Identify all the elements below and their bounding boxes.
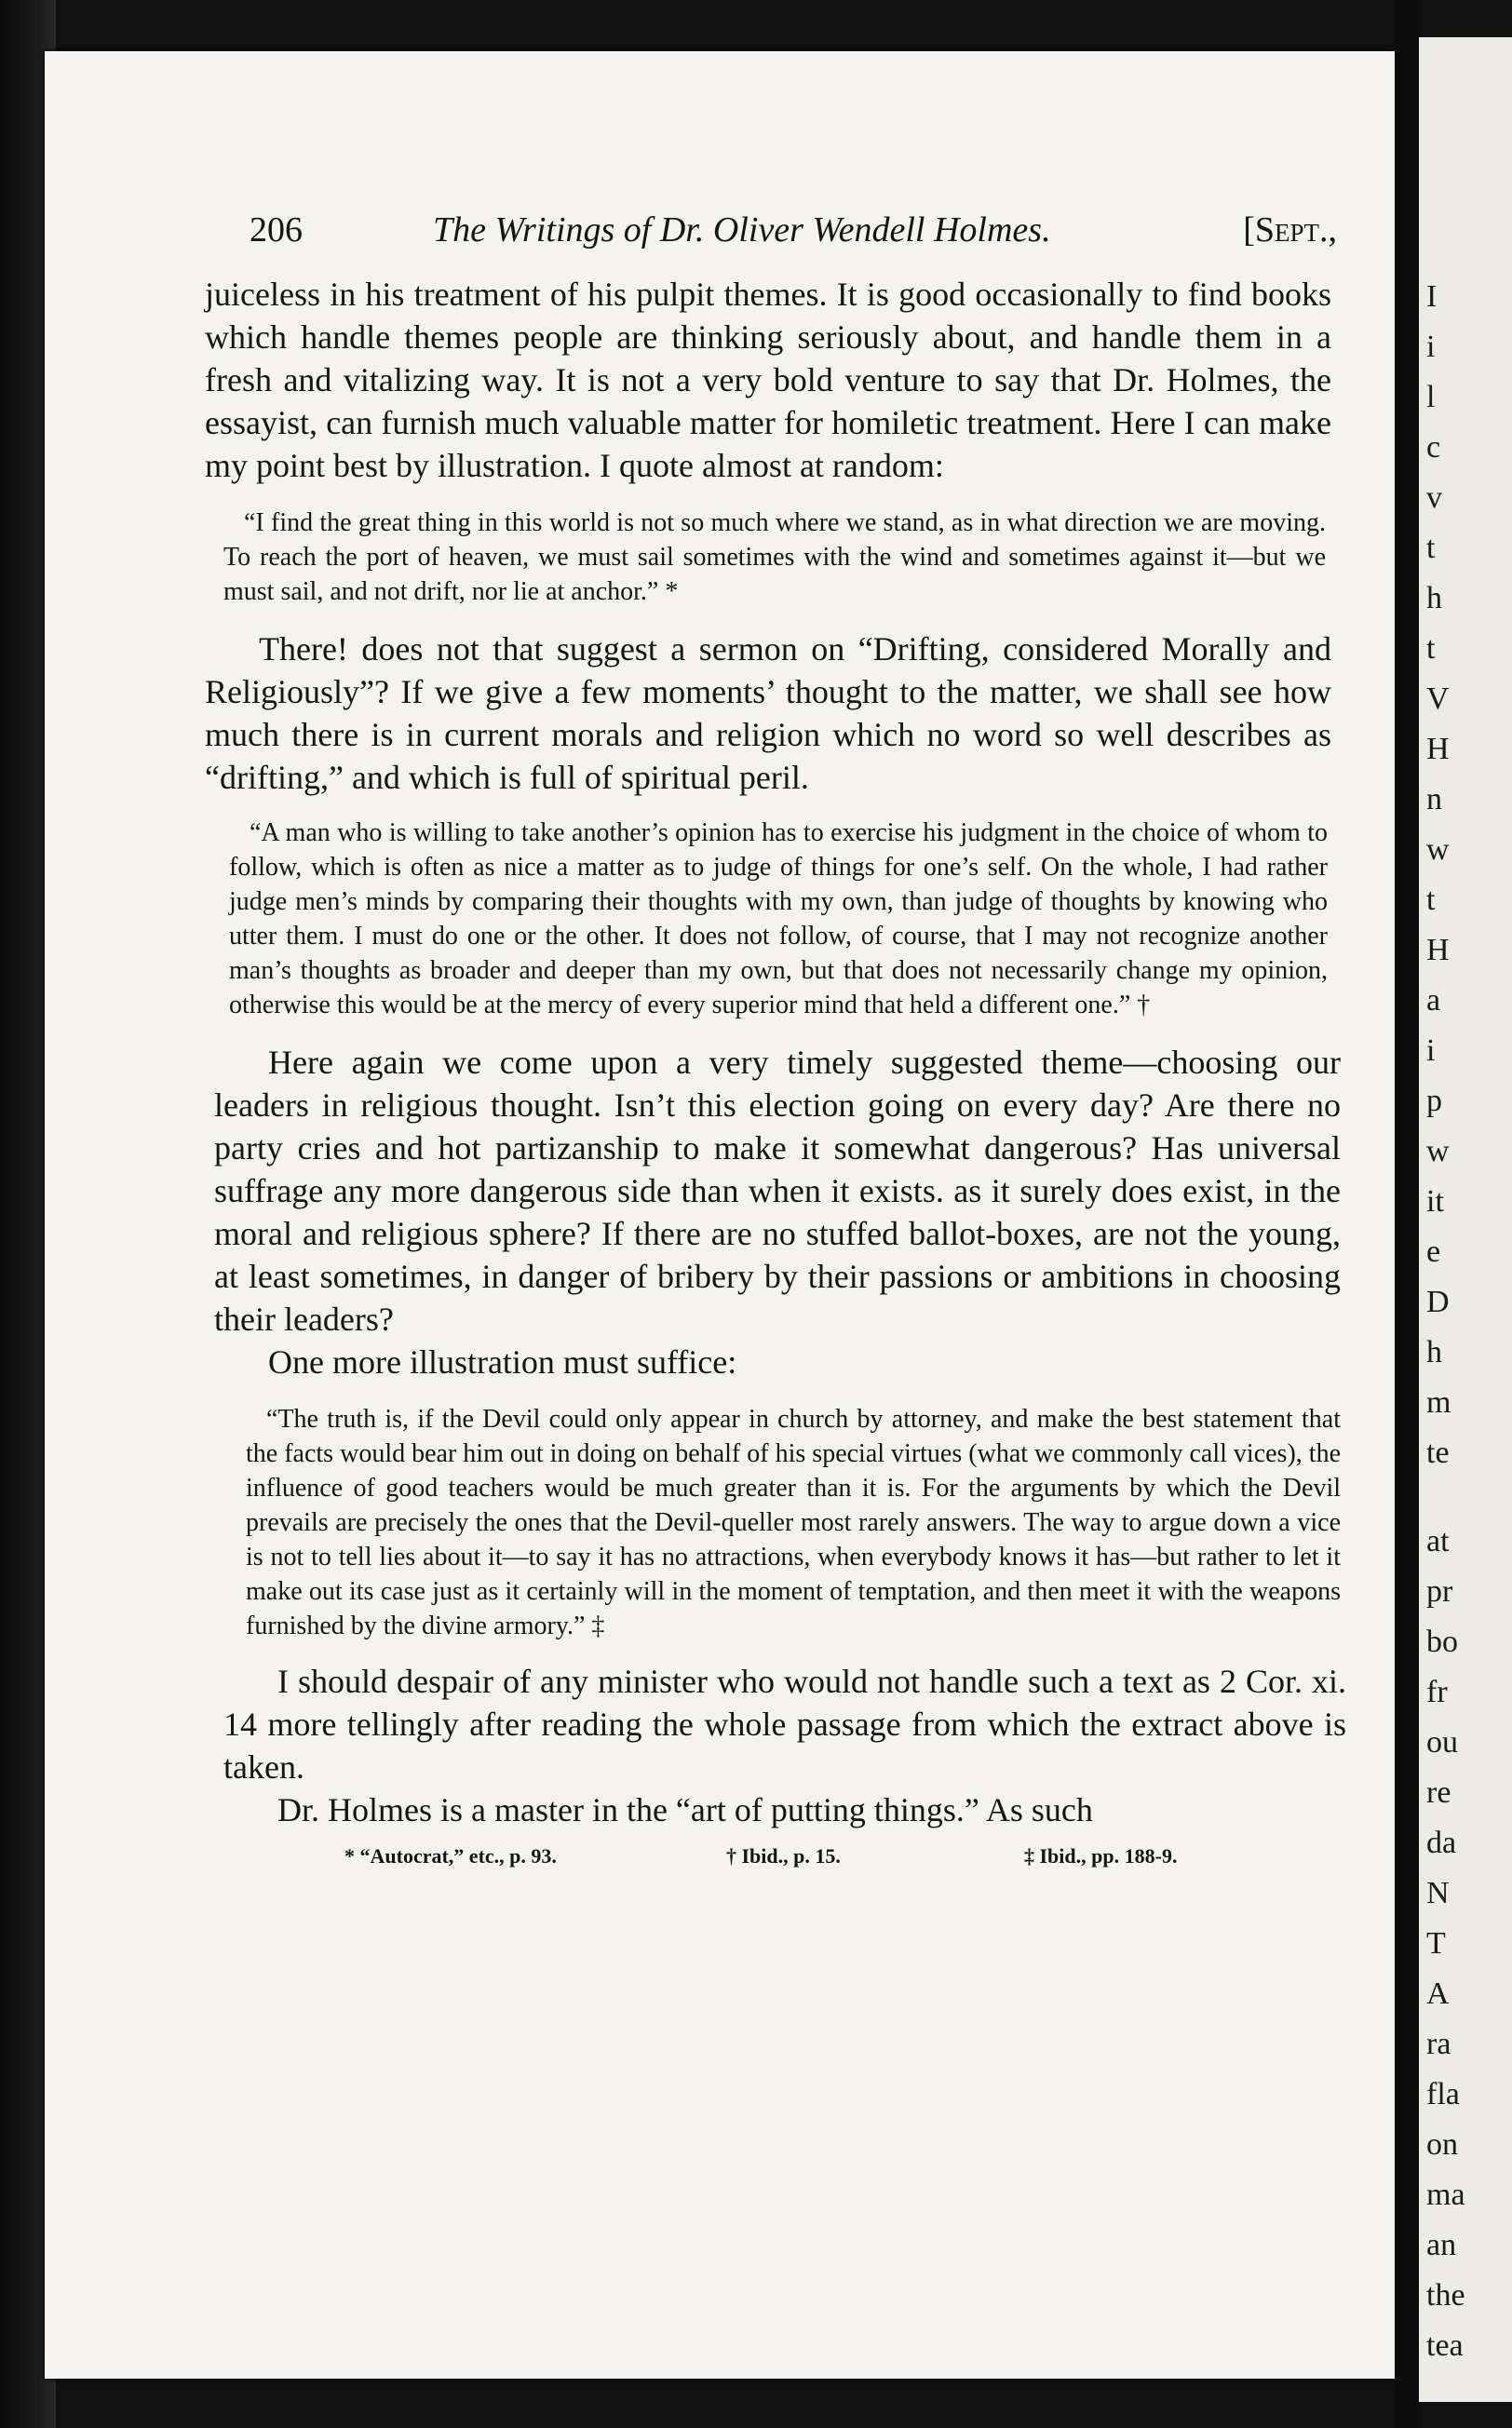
adjacent-page-fragment: tea (1426, 2328, 1464, 2363)
adjacent-page-fragment: w (1426, 832, 1450, 867)
adjacent-page-fragment: D (1426, 1285, 1450, 1319)
running-title: The Writings of Dr. Oliver Wendell Holmes. (433, 210, 1051, 250)
adjacent-page-fragment: i (1426, 1033, 1436, 1068)
adjacent-page-fragment: p (1426, 1084, 1442, 1118)
footnotes (205, 1844, 1331, 1882)
adjacent-page-fragment: T (1426, 1926, 1446, 1961)
adjacent-page-fragment: the (1426, 2278, 1465, 2313)
adjacent-page-fragment: h (1426, 581, 1442, 615)
adjacent-page-fragment: at (1426, 1524, 1450, 1558)
footnote: ‡ Ibid., pp. 188-9. (1024, 1844, 1178, 1868)
paragraph: Here again we come upon a very timely suggested theme—choosing our leaders in religious thought. Isn’t this election going on every day? Are there no party cries and hot partizanship to make it somewhat dangerous? Has universal suffrage any more dangerous side than when it exists. as it surely does exist, in the moral and religious sphere? If there are no stuffed ballot-boxes, are not the young, at least sometimes, in danger of bribery by their passions or ambitions in choosing their leaders? (214, 1044, 1341, 1338)
footnote: † Ibid., p. 15. (726, 1844, 841, 1868)
running-head (205, 209, 1337, 265)
paragraph: Dr. Holmes is a master in the “art of putting things.” As such (277, 1791, 1093, 1828)
block-quote: “The truth is, if the Devil could only appear in church by attorney, and make the best statement that the facts would bear him out in doing on behalf of his special virtues (what we commonly call vices), the influence of good teachers would be much greater than it is. For the arguments by which the Devil prevails are precisely the ones that the Devil-queller most rarely answers. The way to argue down a vice is not to tell lies about it—to say it has no attractions, when everybody knows it has—but rather to let it make out its case just as it certainly will in the moment of temptation, and then meet it with the weapons furnished by the divine armory.” ‡ (246, 1405, 1341, 1640)
book-page (45, 51, 1395, 2379)
adjacent-page-fragment: w (1426, 1134, 1450, 1168)
adjacent-page-fragment: m (1426, 1385, 1451, 1420)
adjacent-page-fragment: N (1426, 1876, 1450, 1910)
adjacent-page-fragment: V (1426, 681, 1450, 716)
adjacent-page-fragment: ou (1426, 1725, 1458, 1760)
paragraph: I should despair of any minister who would not handle such a text as 2 Cor. xi. 14 more tellingly after reading the whole passage from which the extract above is taken. (223, 1663, 1346, 1786)
adjacent-page-fragment: te (1426, 1436, 1450, 1470)
adjacent-page-fragment: pr (1426, 1574, 1453, 1609)
adjacent-page-fragment: ra (1426, 2027, 1451, 2061)
adjacent-page-fragment: ma (1426, 2178, 1465, 2212)
adjacent-page-fragment: an (1426, 2228, 1457, 2262)
adjacent-page-fragment: I (1426, 279, 1438, 314)
adjacent-page-fragment: fr (1426, 1675, 1448, 1709)
adjacent-page-fragment: h (1426, 1335, 1442, 1369)
adjacent-page-fragment: on (1426, 2127, 1458, 2162)
adjacent-page-fragment: v (1426, 480, 1442, 515)
adjacent-page-fragment: a (1426, 983, 1441, 1018)
book-gutter (1395, 0, 1419, 2428)
adjacent-page-fragment: n (1426, 782, 1442, 816)
adjacent-page-fragment: A (1426, 1976, 1450, 2011)
block-quote: “I find the great thing in this world is not so much where we stand, as in what direction we are moving. To reach the port of heaven, we must sail sometimes with the wind and sometimes against it—but we must sail, and not drift, nor lie at anchor.” * (223, 508, 1326, 606)
adjacent-page-fragment: c (1426, 430, 1441, 465)
adjacent-page-fragment: i (1426, 330, 1436, 364)
page-content (205, 209, 1346, 1882)
page-number: 206 (250, 210, 303, 250)
paragraph: juiceless in his treatment of his pulpit themes. It is good occasionally to find books which handle themes people are thinking seriously about, and handle them in a fresh and vitalizing way. It is not a very bold venture to say that Dr. Holmes, the essayist, can furnish much valuable matter for homiletic treatment. Here I can make my point best by illustration. I quote almost at random: (205, 276, 1331, 484)
block-quote: “A man who is willing to take another’s opinion has to exercise his judgment in the choice of whom to follow, which is often as nice a matter as to judge of things for one’s self. On the whole, I had rather judge men’s minds by comparing their thoughts with my own, than judge of thoughts by knowing who utter them. I must do one or the other. It does not follow, of course, that I may not recognize another man’s thoughts as broader and deeper than my own, but that does not necessarily change my opinion, otherwise this would be at the mercy of every superior mind that held a different one.” † (229, 818, 1328, 1019)
adjacent-page-fragment: t (1426, 631, 1436, 666)
adjacent-page-fragment: e (1426, 1234, 1441, 1269)
adjacent-page-fragment: re (1426, 1775, 1451, 1810)
adjacent-page-fragment: da (1426, 1826, 1457, 1860)
adjacent-page-fragment: t (1426, 531, 1436, 565)
adjacent-page-fragment: t (1426, 883, 1436, 917)
running-month: [Sept., (1243, 210, 1337, 250)
adjacent-page-fragment: it (1426, 1184, 1444, 1219)
adjacent-page-fragment: fla (1426, 2077, 1460, 2111)
paragraph: There! does not that suggest a sermon on “Drifting, considered Morally and Religiously”? If we give a few moments’ thought to the matter, we shall see how much there is in current morals and religion which no word so well describes as “drifting,” and which is full of spiritual peril. (205, 630, 1331, 796)
adjacent-page-edge (1419, 37, 1512, 2402)
paragraph: One more illustration must suffice: (268, 1343, 737, 1381)
adjacent-page-fragment: H (1426, 732, 1450, 766)
footnote: * “Autocrat,” etc., p. 93. (344, 1844, 557, 1868)
adjacent-page-fragment: H (1426, 933, 1450, 967)
adjacent-page-fragment: bo (1426, 1625, 1458, 1659)
adjacent-page-fragment: l (1426, 380, 1436, 414)
